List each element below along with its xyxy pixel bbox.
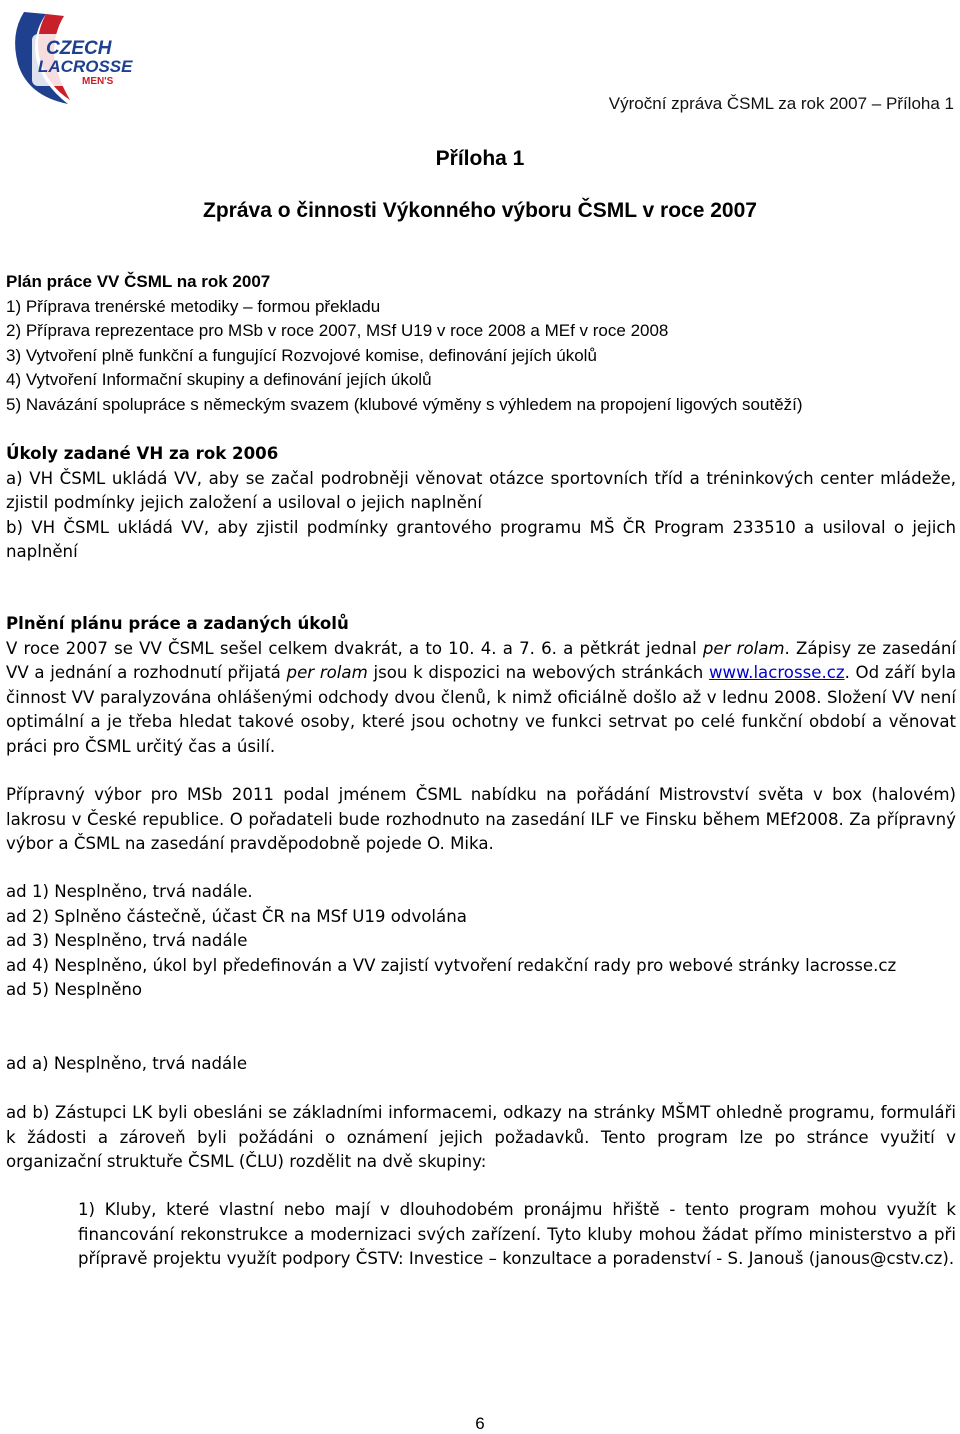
text-run: V roce 2007 se VV ČSML sešel celkem dvakrát, a to 10. 4. a 7. 6. a pětkrát jednal xyxy=(6,638,703,658)
website-link[interactable]: www.lacrosse.cz xyxy=(708,663,845,682)
work-plan-item: 3) Vytvoření plně funkční a fungující Rozvojové komise, definování jejích úkolů xyxy=(6,345,597,365)
text-run: . Od září byla činnost VV paralyzována ohlášenými odchody dvou členů, k nimž oficiálně došlo až v lednu 2008. Složení VV není optimální a je třeba hledat takové osoby, které jsou ochotny ve funkci setrvat po celé funkční období a věnovat práci pro ČSML určitý čas a úsilí. xyxy=(6,663,957,756)
assigned-tasks-section xyxy=(6,442,956,565)
work-plan-title: Plán práce VV ČSML na rok 2007 xyxy=(6,272,271,291)
evaluation-item: ad 3) Nesplněno, trvá nadále xyxy=(6,931,248,950)
evaluation-item: ad 1) Nesplněno, trvá nadále. xyxy=(6,882,253,901)
fulfillment-section xyxy=(6,612,956,759)
task-a: a) VH ČSML ukládá VV, aby se začal podrobněji věnovat otázce sportovních tříd a tréninkových center mládeže, zjistil podmínky jejich založení a usiloval o jejich naplnění xyxy=(6,468,956,512)
page-number: 6 xyxy=(475,1414,485,1433)
evaluation-task-a: ad a) Nesplněno, trvá nadále xyxy=(6,1054,248,1073)
report-heading: Zpráva o činnosti Výkonného výboru ČSML v roce 2007 xyxy=(203,199,757,222)
plan-evaluation-list xyxy=(6,880,956,1003)
work-plan-item: 4) Vytvoření Informační skupiny a definování jejích úkolů xyxy=(6,370,432,389)
group-1-paragraph: 1) Kluby, které vlastní nebo mají v dlouhodobém pronájmu hřiště - tento program mohou využít k financování rekonstrukce a modernizaci svých zařízení. Tyto kluby mohou žádat přímo ministerstvo a při přípravě projektu využít podpory ČSTV: Investice – konzultace a poradenství - S. Janouš (janous@cstv.cz). xyxy=(78,1200,956,1268)
italic-run: per rolam xyxy=(702,638,785,658)
logo-line3: MEN'S xyxy=(82,76,114,87)
fulfillment-title: Plnění plánu práce a zadaných úkolů xyxy=(6,614,349,633)
work-plan-item: 5) Navázání spolupráce s německým svazem (klubové výměny s výhledem na propojení ligových soutěží) xyxy=(6,394,803,414)
task-b: b) VH ČSML ukládá VV, aby zjistil podmínky grantového programu MŠ ČR Program 233510 a usiloval o jejich naplnění xyxy=(6,517,956,561)
evaluation-item: ad 5) Nesplněno xyxy=(6,980,143,999)
work-plan-section xyxy=(6,270,956,417)
assigned-tasks-title: Úkoly zadané VH za rok 2006 xyxy=(6,444,279,463)
logo-line2: LACROSSE xyxy=(38,57,133,76)
text-run: . Zápisy ze zasedání VV a jednání a rozhodnutí přijatá xyxy=(6,638,956,682)
logo-line1: CZECH xyxy=(46,38,112,59)
appendix-heading: Příloha 1 xyxy=(435,147,525,170)
italic-run: per rolam xyxy=(286,663,368,682)
evaluation-item: ad 2) Splněno částečně, účast ČR na MSf U19 odvolána xyxy=(6,906,467,926)
czech-lacrosse-logo xyxy=(6,4,134,108)
prep-committee-paragraph: Přípravný výbor pro MSb 2011 podal jménem ČSML nabídku na pořádání Mistrovství světa v box (halovém) lakrosu v České republice. O pořadateli bude rozhodnuto na zasedání ILF ve Finsku během MEf2008. Za přípravný výbor a ČSML na zasedání pravděpodobně pojede O. Mika. xyxy=(6,785,956,853)
evaluation-task-b: ad b) Zástupci LK byli obesláni se základními informacemi, odkazy na stránky MŠMT ohledně programu, formuláři k žádosti a zároveň byli požádáni o oznámení jejich požadavků. Tento program lze po stránce využití v organizační struktuře ČSML (ČLU) rozdělit na dvě skupiny: xyxy=(6,1103,956,1171)
work-plan-item: 1) Příprava trenérské metodiky – formou překladu xyxy=(6,296,381,316)
text-run: jsou k dispozici na webových stránkách xyxy=(367,663,709,682)
evaluation-item: ad 4) Nesplněno, úkol byl předefinován a VV zajistí vytvoření redakční rady pro webové stránky lacrosse.cz xyxy=(6,955,897,975)
work-plan-item: 2) Příprava reprezentace pro MSb v roce 2007, MSf U19 v roce 2008 a MEf v roce 2008 xyxy=(6,321,669,340)
fulfillment-paragraph xyxy=(6,637,956,760)
running-header: Výroční zpráva ČSML za rok 2007 – Příloha 1 xyxy=(608,94,954,113)
